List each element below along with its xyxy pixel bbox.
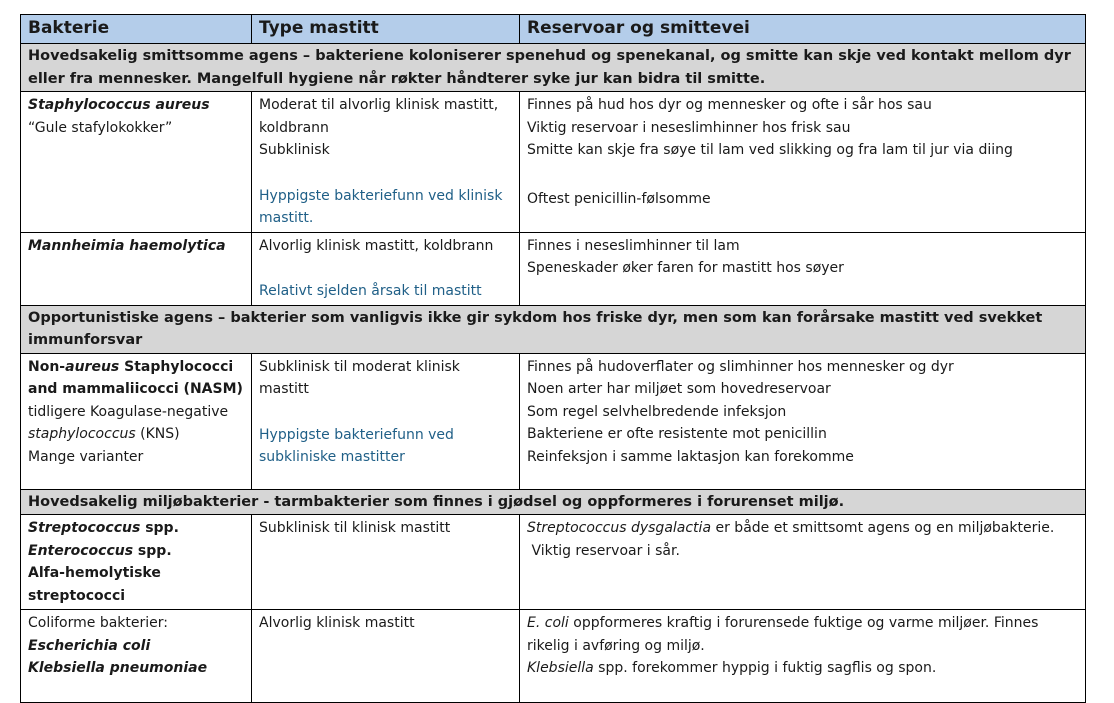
reservoir-line: Speneskader øker faren for mastitt hos søyer <box>527 260 844 276</box>
bacteria-name: Escherichia coli <box>28 637 151 654</box>
bacteria-group: Coliforme bakterier: <box>28 615 168 631</box>
reservoir-cell <box>520 515 1086 610</box>
bacteria-name: Enterococcus spp. <box>28 542 172 559</box>
header-bakterie: Bakterie <box>21 15 252 44</box>
reservoir-note: Oftest penicillin-følsomme <box>527 190 711 207</box>
bacteria-name: Klebsiella pneumoniae <box>28 660 208 676</box>
bacteria-alias: “Gule stafylokokker” <box>28 119 173 136</box>
section-environmental-text: Hovedsakelig miljøbakterier - tarmbakterier som finnes i gjødsel og oppformeres i forurenset miljø. <box>21 489 1086 515</box>
reservoir-line: Noen arter har miljøet som hovedreservoar <box>527 381 831 397</box>
mastitis-type-line: Subklinisk <box>259 142 330 158</box>
reservoir-cell <box>520 232 1086 305</box>
mastitis-type-note: Hyppigste bakteriefunn ved klinisk mastitt. <box>259 187 503 226</box>
reservoir-line: Finnes i neseslimhinner til lam <box>527 237 740 254</box>
bacteria-name: Mannheimia haemolytica <box>28 237 226 254</box>
header-type-mastitt: Type mastitt <box>252 15 520 44</box>
bacteria-cell <box>21 353 252 489</box>
reservoir-cell <box>520 92 1086 233</box>
mastitis-type-cell <box>252 610 520 703</box>
table-row <box>21 92 1086 233</box>
bacteria-variants: Mange varianter <box>28 448 144 465</box>
reservoir-line: E. coli oppformeres kraftig i forurensede fuktige og varme miljøer. Finnes rikelig i avføring og miljø. <box>527 615 1039 654</box>
mastitis-type-cell <box>252 515 520 610</box>
mastitis-type-line: Alvorlig klinisk mastitt, koldbrann <box>259 237 494 254</box>
mastitis-type-note: Relativt sjelden årsak til mastitt <box>259 283 482 299</box>
section-contagious <box>21 44 1086 92</box>
reservoir-line: Klebsiella spp. forekommer hyppig i fuktig sagflis og spon. <box>527 660 937 676</box>
mastitis-type-line: Subklinisk til moderat klinisk mastitt <box>259 358 460 397</box>
reservoir-cell <box>520 610 1086 703</box>
reservoir-line: Reinfeksjon i samme laktasjon kan forekomme <box>527 448 854 465</box>
bacteria-cell <box>21 610 252 703</box>
bacteria-name: Streptococcus spp. <box>28 520 179 536</box>
header-row <box>21 15 1086 44</box>
table-row <box>21 232 1086 305</box>
mastitis-type-line: Subklinisk til klinisk mastitt <box>259 520 451 536</box>
table-row <box>21 353 1086 489</box>
mastitis-type-cell <box>252 353 520 489</box>
table-row <box>21 610 1086 703</box>
bacteria-cell <box>21 232 252 305</box>
section-opportunistic-text: Opportunistiske agens – bakterier som vanligvis ikke gir sykdom hos friske dyr, men som kan forårsake mastitt ved svekket immunforsvar <box>21 305 1086 353</box>
table-row <box>21 515 1086 610</box>
reservoir-line: Smitte kan skje fra søye til lam ved slikking og fra lam til jur via diing <box>527 142 1013 158</box>
section-contagious-text: Hovedsakelig smittsomme agens – bakteriene koloniserer spenehud og spenekanal, og smitte kan skje ved kontakt mellom dyr eller fra mennesker. Mangelfull hygiene når røkter håndterer syke jur kan bidra til smitte. <box>21 44 1086 92</box>
header-reservoar: Reservoar og smittevei <box>520 15 1086 44</box>
reservoir-line: Viktig reservoar i neseslimhinner hos frisk sau <box>527 119 851 136</box>
bacteria-name: Alfa-hemolytiske streptococci <box>28 565 161 604</box>
reservoir-cell <box>520 353 1086 489</box>
mastitis-type-cell <box>252 92 520 233</box>
reservoir-line: Finnes på hudoverflater og slimhinner hos mennesker og dyr <box>527 358 954 375</box>
mastitis-type-note: Hyppigste bakteriefunn ved subkliniske mastitter <box>259 426 454 465</box>
reservoir-line: Som regel selvhelbredende infeksjon <box>527 403 787 420</box>
section-opportunistic <box>21 305 1086 353</box>
mastitis-bacteria-table <box>20 14 1086 703</box>
section-environmental <box>21 489 1086 515</box>
reservoir-line: Bakteriene er ofte resistente mot penicillin <box>527 426 827 442</box>
mastitis-type-line: Moderat til alvorlig klinisk mastitt, koldbrann <box>259 97 499 136</box>
bacteria-former-name: tidligere Koagulase-negative staphylococcus (KNS) <box>28 403 229 442</box>
mastitis-type-line: Alvorlig klinisk mastitt <box>259 615 415 631</box>
bacteria-cell <box>21 92 252 233</box>
reservoir-line: Viktig reservoar i sår. <box>527 542 680 559</box>
bacteria-cell <box>21 515 252 610</box>
reservoir-line: Finnes på hud hos dyr og mennesker og ofte i sår hos sau <box>527 97 932 113</box>
bacteria-name: Non-aureus Staphylococci and mammaliicocci (NASM) <box>28 358 243 397</box>
mastitis-type-cell <box>252 232 520 305</box>
bacteria-name: Staphylococcus aureus <box>28 97 210 113</box>
reservoir-line: Streptococcus dysgalactia er både et smittsomt agens og en miljøbakterie. <box>527 520 1055 536</box>
